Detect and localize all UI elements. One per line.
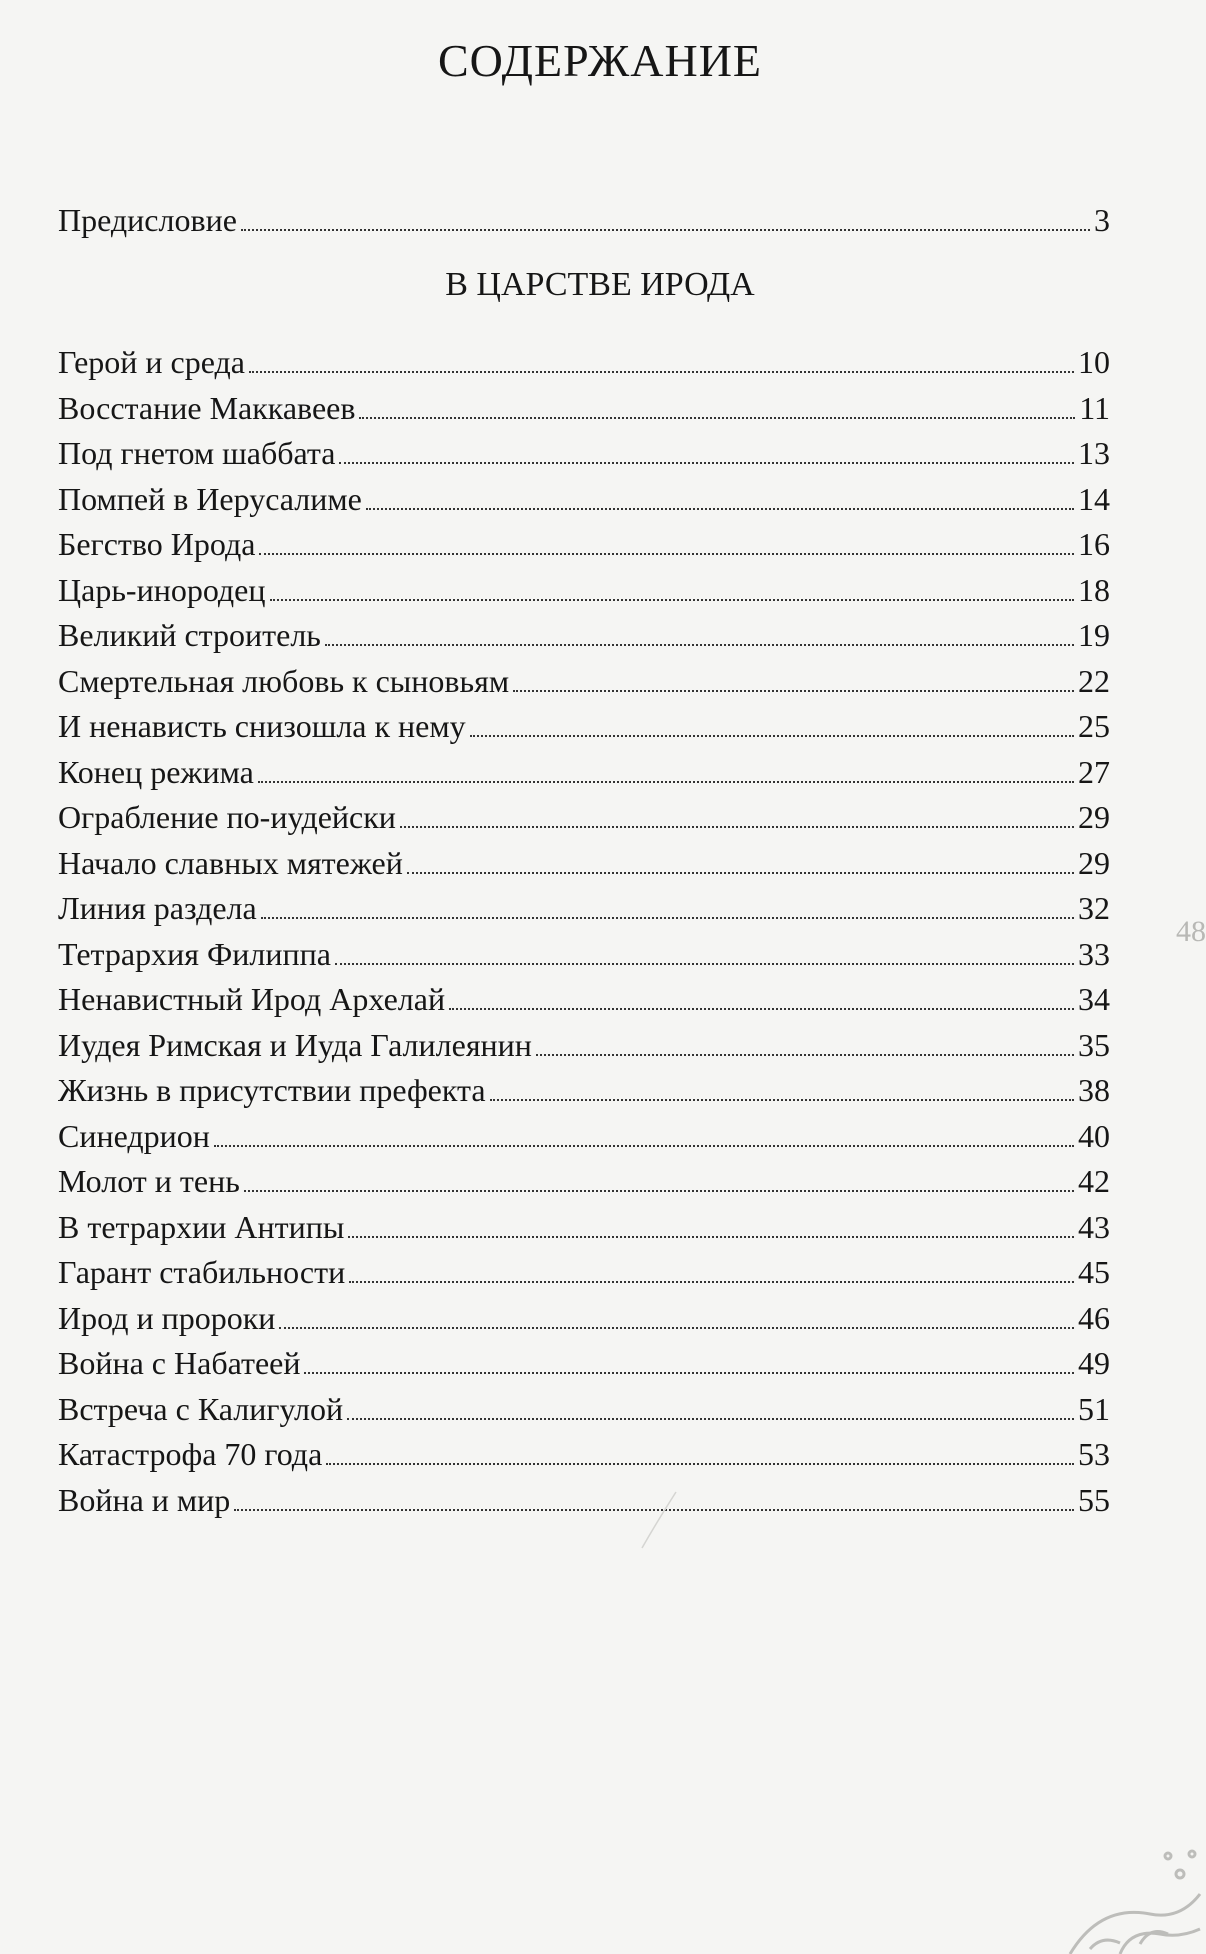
toc-entry-page: 27: [1078, 753, 1110, 790]
toc-entry-page: 22: [1078, 662, 1110, 699]
toc-entry: [58, 793, 1110, 837]
toc-entry: [58, 338, 1110, 382]
toc-entry-label: Синедрион: [58, 1117, 210, 1154]
dot-leader: [347, 1418, 1074, 1420]
toc-entry: [58, 1248, 1110, 1292]
section-title: В ЦАРСТВЕ ИРОДА: [445, 266, 755, 303]
toc-entry-label: Линия раздела: [58, 890, 257, 926]
toc-entry-label: Герой и среда: [58, 344, 245, 380]
dot-leader: [325, 644, 1074, 646]
dot-leader: [349, 1281, 1074, 1283]
dot-leader: [259, 553, 1074, 555]
dot-leader: [407, 872, 1074, 874]
toc-entry-preface: [58, 196, 1110, 240]
toc-entry-page: 35: [1078, 1026, 1110, 1063]
dot-leader: [258, 781, 1074, 783]
toc-entry: [58, 1476, 1110, 1520]
dot-leader: [249, 371, 1074, 373]
dot-leader: [244, 1190, 1074, 1192]
paper-scratch-mark: [640, 1490, 680, 1550]
toc-entry-page: 53: [1078, 1436, 1110, 1472]
dot-leader: [400, 826, 1074, 828]
toc-entry-page: 34: [1078, 981, 1110, 1017]
dot-leader: [490, 1099, 1074, 1101]
toc-entry: [58, 611, 1110, 655]
toc-entry-label: Жизнь в присутствии префекта: [58, 1072, 486, 1108]
toc-entry-page: 32: [1078, 890, 1110, 926]
toc-entry: [58, 1430, 1110, 1474]
toc-entry: [58, 475, 1110, 519]
toc-entry-label: Молот и тень: [58, 1163, 240, 1199]
toc-entry-page: 16: [1078, 526, 1110, 562]
toc-entry: [58, 839, 1110, 883]
toc-entry-label: Конец режима: [58, 753, 254, 790]
toc-entry-page: 55: [1078, 1481, 1110, 1518]
toc-entry-label: Под гнетом шаббата: [58, 435, 336, 471]
dot-leader: [261, 917, 1074, 919]
toc-entry-label: Тетрархия Филиппа: [58, 935, 331, 972]
toc-entry-label: Война и мир: [58, 1481, 231, 1518]
toc-entry: [58, 702, 1110, 746]
dot-leader: [214, 1145, 1074, 1147]
toc-entry-page: 19: [1078, 617, 1110, 653]
dot-leader: [470, 735, 1074, 737]
toc-entry: [58, 1294, 1110, 1338]
toc-entry-page: 42: [1078, 1163, 1110, 1199]
toc-entry: [58, 1021, 1110, 1065]
toc-entry-page: 11: [1079, 389, 1110, 426]
toc-entry-page: 38: [1078, 1072, 1110, 1108]
toc-entry: [58, 1203, 1110, 1247]
toc-entry: [58, 884, 1110, 928]
toc-entry-page: 40: [1078, 1117, 1110, 1154]
toc-entry-page: 29: [1078, 844, 1110, 881]
corner-ornament-icon: [1030, 1834, 1200, 1954]
toc-entry-page: 45: [1078, 1254, 1110, 1290]
toc-entry-label: И ненависть снизошла к нему: [58, 708, 466, 744]
toc-entry-label: Ограбление по-иудейски: [58, 799, 396, 835]
toc-entry-page: 33: [1078, 935, 1110, 972]
toc-entry-label: Великий строитель: [58, 617, 321, 653]
toc-entry-label: Бегство Ирода: [58, 526, 256, 562]
toc-entry: [58, 1339, 1110, 1383]
toc-entry: [58, 1385, 1110, 1429]
toc-entry-label: Помпей в Иерусалиме: [58, 480, 362, 517]
dot-leader: [241, 229, 1090, 231]
dot-leader: [339, 462, 1074, 464]
dot-leader: [304, 1372, 1074, 1374]
page-title: СОДЕРЖАНИЕ: [437, 35, 763, 86]
toc-entry-label: Предисловие: [58, 202, 237, 238]
dot-leader: [513, 690, 1074, 692]
toc-entry: [58, 520, 1110, 564]
toc-entry: [58, 1066, 1110, 1110]
toc-entry-label: В тетрархии Антипы: [58, 1208, 345, 1245]
dot-leader: [366, 508, 1074, 510]
toc-entry-label: Начало славных мятежей: [58, 844, 403, 881]
dot-leader: [335, 963, 1074, 965]
dot-leader: [536, 1054, 1074, 1056]
toc-entry-page: 10: [1078, 344, 1110, 380]
toc-entry: [58, 930, 1110, 974]
toc-entry-label: Война с Набатеей: [58, 1345, 301, 1381]
dot-leader: [359, 417, 1075, 419]
toc-entry-label: Встреча с Калигулой: [58, 1390, 344, 1427]
toc-entry-page: 14: [1078, 480, 1110, 517]
toc-entry-label: Иудея Римская и Иуда Галилеянин: [58, 1026, 532, 1063]
toc-entry-label: Царь-инородец: [58, 571, 266, 608]
toc-entry-page: 46: [1078, 1299, 1110, 1336]
toc-entry: [58, 975, 1110, 1019]
toc-entry: [58, 657, 1110, 701]
margin-page-number: 48: [1176, 915, 1206, 948]
toc-entry: [58, 429, 1110, 473]
toc-entry: [58, 566, 1110, 610]
dot-leader: [449, 1008, 1074, 1010]
toc-entry-page: 25: [1078, 708, 1110, 744]
toc-entry-page: 29: [1078, 799, 1110, 835]
toc-entry: [58, 748, 1110, 792]
toc-entry-label: Ненавистный Ирод Архелай: [58, 981, 446, 1017]
toc-entry: [58, 1112, 1110, 1156]
dot-leader: [348, 1236, 1074, 1238]
dot-leader: [326, 1463, 1074, 1465]
toc-entry-page: 43: [1078, 1208, 1110, 1245]
toc-entry-page: 18: [1078, 571, 1110, 608]
toc-entry-page: 51: [1078, 1390, 1110, 1427]
toc-entry-page: 13: [1078, 435, 1110, 471]
toc-entry: [58, 384, 1110, 428]
toc-entry-label: Гарант стабильности: [58, 1254, 346, 1290]
toc-entry-page: 49: [1078, 1345, 1110, 1381]
dot-leader: [279, 1327, 1074, 1329]
toc-entry-page: 3: [1094, 202, 1110, 238]
toc-entry-label: Катастрофа 70 года: [58, 1436, 323, 1472]
toc-entry-label: Ирод и пророки: [58, 1299, 276, 1336]
toc-entry-label: Восстание Маккавеев: [58, 389, 356, 426]
toc-entry: [58, 1157, 1110, 1201]
dot-leader: [270, 599, 1075, 601]
toc-entry-label: Смертельная любовь к сыновьям: [58, 662, 510, 699]
